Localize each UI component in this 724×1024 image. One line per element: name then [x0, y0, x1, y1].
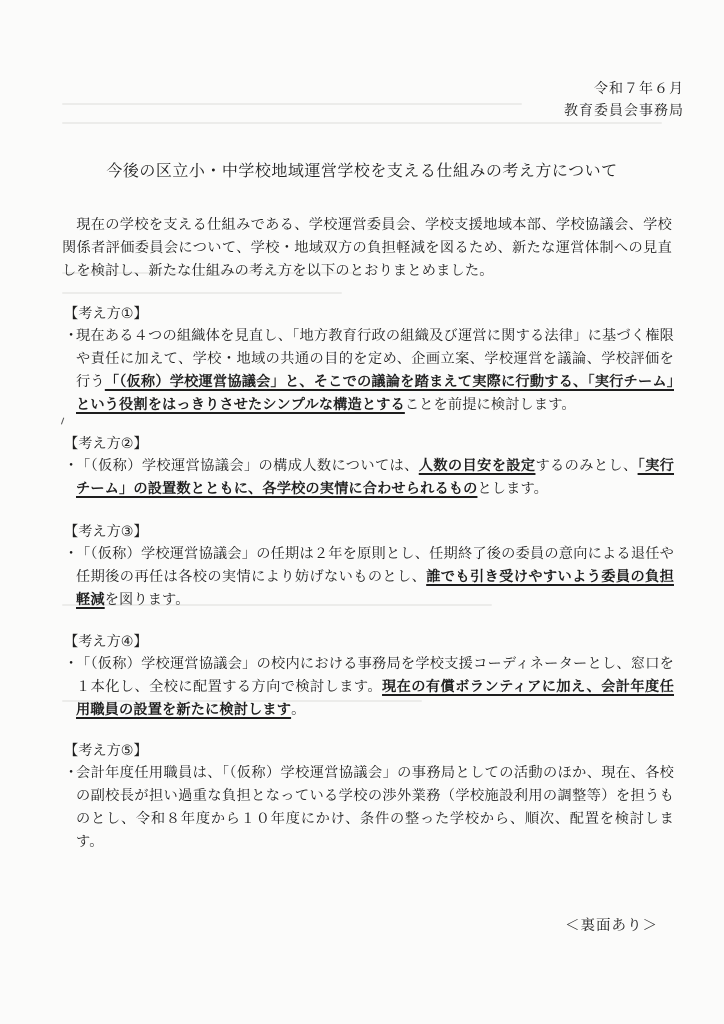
body-text-middle: するのみとし、 [535, 458, 638, 474]
section-body [62, 455, 674, 501]
section-heading: 【考え方⑤】 [64, 743, 148, 759]
section-heading: 【考え方④】 [64, 634, 148, 650]
body-text-tail: を図ります。 [104, 592, 190, 608]
document-title: 今後の区立小・中学校地域運営学校を支える仕組みの考え方について [106, 161, 618, 180]
emphasized-text-2: 「実行チーム」の設置数とともに、各学校の実情に合わせられるもの [76, 458, 675, 497]
bleed-through-mark [62, 103, 522, 105]
emphasized-text: 誰でも引き受けやすいよう委員の負担軽減 [76, 569, 674, 608]
body-text: 「（仮称）学校運営協議会」の任期は２年を原則とし、任期終了後の委員の意向による退任や任期後の再任は各校の実情により妨げないものとし、 [76, 546, 674, 585]
emphasized-text: 現在の有償ボランティアに加え、会計年度任用職員の設置を新たに検討します [76, 679, 675, 718]
emphasized-text: 人数の目安を設定 [418, 458, 536, 474]
issuer-name: 教育委員会事務局 [564, 103, 684, 119]
stray-mark [61, 418, 67, 426]
bullet-mark: ・ [64, 656, 79, 672]
date-issuer-block [564, 78, 684, 122]
body-text: 現在ある４つの組織体を見直し、「地方教育行政の組織及び運営に関する法律」に基づく権限や責任に加えて、学校・地域の共通の目的を定め、企画立案、学校運営を議論、学校評価を行う [76, 328, 674, 390]
emphasized-text: 「（仮称）学校運営協議会」と、そこでの議論を踏まえて実際に行動する、「実行チーム」という役割をはっきりさせたシンプルな構造とする [76, 374, 674, 413]
body-text-tail: ことを前提に検討します。 [404, 397, 576, 413]
section-heading: 【考え方①】 [64, 306, 148, 322]
intro-paragraph: 現在の学校を支える仕組みである、学校運営委員会、学校支援地域本部、学校協議会、学校関係者評価委員会について、学校・地域双方の負担軽減を図るため、新たな運営体制への見直しを検討し、新たな仕組みの考え方を以下のとおりまとめました。 [62, 217, 672, 279]
reverse-side-note: ＜裏面あり＞ [565, 918, 658, 934]
section-body [62, 325, 674, 417]
section-approach-1 [62, 303, 674, 417]
body-text: 「（仮称）学校運営協議会」の構成人数については、 [76, 458, 419, 474]
bullet-mark: ・ [64, 546, 79, 562]
section-heading: 【考え方③】 [64, 524, 148, 540]
bullet-mark: ・ [64, 328, 79, 344]
bullet-mark: ・ [64, 458, 79, 474]
section-body [62, 543, 674, 612]
section-approach-3 [62, 521, 674, 612]
bullet-mark: ・ [64, 765, 79, 781]
bleed-through-mark [62, 122, 662, 124]
body-text: 「（仮称）学校運営協議会」の校内における事務局を学校支援コーディネーターとし、窓口を１本化し、全校に配置する方向で検討します。 [76, 656, 674, 695]
section-approach-4 [62, 631, 674, 722]
bleed-through-mark [62, 292, 342, 294]
issue-date: 令和７年６月 [594, 81, 684, 97]
section-body [62, 653, 674, 722]
section-approach-5 [62, 740, 674, 854]
section-approach-2 [62, 433, 674, 501]
section-heading: 【考え方②】 [64, 436, 148, 452]
section-body [62, 762, 674, 854]
body-text-tail: とします。 [477, 481, 549, 497]
body-text: 会計年度任用職員は、「（仮称）学校運営協議会」の事務局としての活動のほか、現在、各校の副校長が担い過重な負担となっている学校の渉外業務（学校施設利用の調整等）を担うものとし、令和８年度から１０年度にかけ、条件の整った学校から、順次、配置を検討します。 [76, 765, 674, 850]
body-text-tail: 。 [291, 702, 306, 718]
